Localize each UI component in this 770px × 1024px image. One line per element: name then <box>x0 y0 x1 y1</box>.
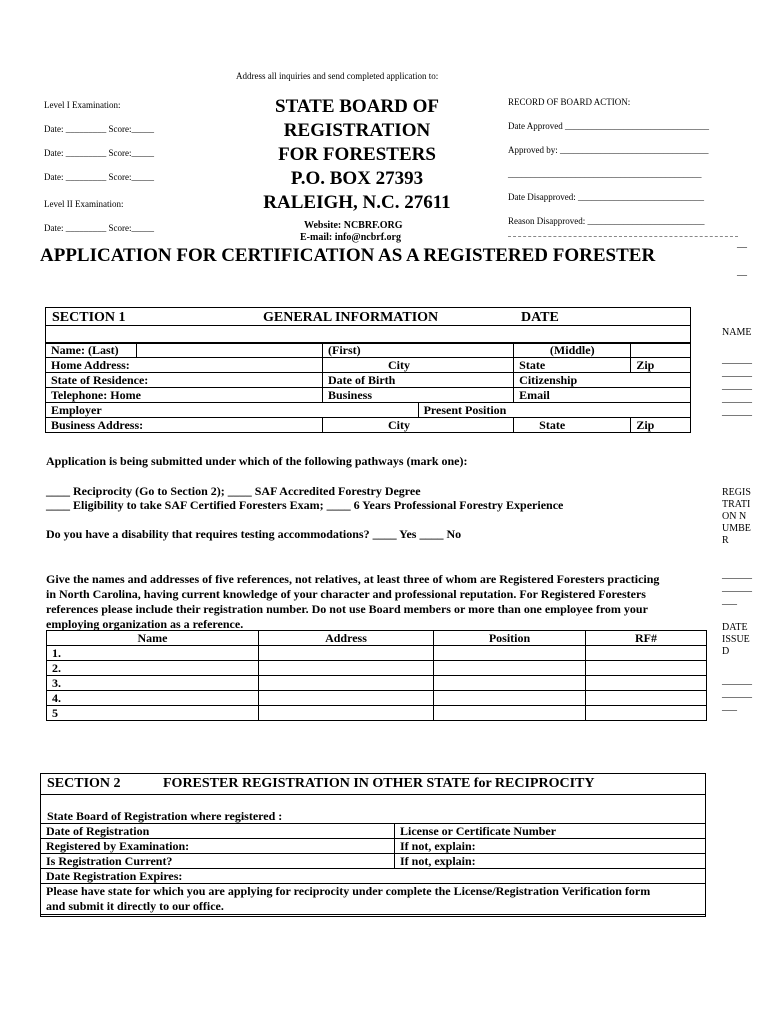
reciprocity-note-line-1: Please have state for which you are applying for reciprocity under complete the License/Registration Verification form <box>46 884 651 898</box>
reference-name-1[interactable]: 1. <box>47 646 259 661</box>
reciprocity-note-line-2: and submit it directly to our office. <box>46 899 224 913</box>
home-city-cell[interactable] <box>323 358 514 373</box>
citizenship-label: Citizenship <box>519 373 578 387</box>
business-phone-cell[interactable] <box>323 388 514 403</box>
references-table <box>46 630 707 721</box>
reference-rf[interactable] <box>586 691 707 706</box>
date-disapproved: Date Disapproved: ____________________________ <box>508 192 704 202</box>
level2-date-score: Date: _________ Score:_____ <box>44 223 154 233</box>
references-instruction-line: Give the names and addresses of five references, not relatives, at least three of whom are Registered Foresters practicing <box>46 572 660 586</box>
name-middle-cell[interactable] <box>514 343 631 358</box>
employer-label: Employer <box>46 403 419 418</box>
disability-question[interactable]: Do you have a disability that requires testing accommodations? ____ Yes ____ No <box>46 527 462 541</box>
reference-name-5[interactable]: 5 <box>47 706 259 721</box>
reference-position[interactable] <box>434 676 586 691</box>
table-row <box>47 691 707 706</box>
name-first-cell[interactable] <box>323 343 514 358</box>
state-residence-label: State of Residence: <box>46 373 323 388</box>
date-registration-label: Date of Registration <box>46 824 150 838</box>
table-row <box>46 418 691 433</box>
registered-by-exam-label: Registered by Examination: <box>46 839 190 853</box>
table-row <box>47 661 707 676</box>
if-not-explain-2-cell[interactable] <box>395 854 706 869</box>
col-address: Address <box>259 631 434 646</box>
date-approved: Date Approved ________________________________ <box>508 121 709 131</box>
reciprocity-note <box>41 884 706 915</box>
license-number-label: License or Certificate Number <box>400 824 557 838</box>
level1-label: Level I Examination: <box>44 100 121 110</box>
table-row <box>47 676 707 691</box>
reference-name-4[interactable]: 4. <box>47 691 259 706</box>
reference-address[interactable] <box>259 646 434 661</box>
home-state-label: State <box>519 358 546 372</box>
registration-current-label: Is Registration Current? <box>46 854 173 868</box>
business-state-label: State <box>539 418 566 432</box>
telephone-home-label: Telephone: Home <box>46 388 323 403</box>
name-last-label: Name: (Last) <box>46 343 137 358</box>
registration-current-cell[interactable] <box>41 854 395 869</box>
section1-date: DATE <box>521 310 559 325</box>
dob-label: Date of Birth <box>328 373 396 387</box>
home-zip-label: Zip <box>636 358 655 372</box>
citizenship-cell[interactable] <box>514 373 691 388</box>
reference-address[interactable] <box>259 706 434 721</box>
col-name: Name <box>47 631 259 646</box>
record-blank-line: ___________________________________________ <box>508 169 702 179</box>
table-row <box>41 854 706 869</box>
rail-date-issued-lines: _______________ <box>722 675 752 712</box>
references-instructions <box>46 572 659 632</box>
level1-date-score-2: Date: _________ Score:_____ <box>44 148 154 158</box>
email-cell[interactable] <box>514 388 691 403</box>
level1-date-score-3: Date: _________ Score:_____ <box>44 172 154 182</box>
reference-name-3[interactable]: 3. <box>47 676 259 691</box>
name-extra-cell[interactable] <box>631 343 691 358</box>
dob-cell[interactable] <box>323 373 514 388</box>
reference-rf[interactable] <box>586 706 707 721</box>
reference-rf[interactable] <box>586 676 707 691</box>
rail-date-issued-label: DATE ISSUED <box>722 622 750 657</box>
rail-registration-lines: _______________ <box>722 569 752 606</box>
section2-heading: SECTION 2 <box>47 776 121 791</box>
pathways-question: Application is being submitted under which of the following pathways (mark one): <box>46 454 468 468</box>
present-position-label: Present Position <box>423 403 507 417</box>
name-middle-label: (Middle) <box>549 343 595 357</box>
home-address-label: Home Address: <box>46 358 323 373</box>
reference-position[interactable] <box>434 691 586 706</box>
address-instruction: Address all inquiries and send completed application to: <box>236 71 439 81</box>
general-info-table <box>45 342 691 433</box>
board-where-registered: State Board of Registration where registered : <box>47 809 283 823</box>
reference-position[interactable] <box>434 646 586 661</box>
business-state-cell[interactable] <box>514 418 631 433</box>
table-header-row <box>47 631 707 646</box>
record-title: RECORD OF BOARD ACTION: <box>508 97 631 107</box>
present-position-cell[interactable] <box>418 403 690 418</box>
reference-rf[interactable] <box>586 646 707 661</box>
table-row <box>41 824 706 839</box>
section2-title: FORESTER REGISTRATION IN OTHER STATE for RECIPROCITY <box>163 776 595 791</box>
reference-rf[interactable] <box>586 661 707 676</box>
table-row <box>46 388 691 403</box>
reference-name-2[interactable]: 2. <box>47 661 259 676</box>
registration-expires-label: Date Registration Expires: <box>46 869 183 883</box>
table-row <box>47 706 707 721</box>
reference-address[interactable] <box>259 676 434 691</box>
if-not-explain-1-cell[interactable] <box>395 839 706 854</box>
business-city-label: City <box>388 418 410 432</box>
board-address-block <box>247 95 467 215</box>
name-first-label: (First) <box>328 343 361 357</box>
email-label: Email <box>519 388 550 402</box>
rail-name-label: NAME <box>722 327 752 338</box>
business-phone-label: Business <box>328 388 373 402</box>
if-not-explain-1-label: If not, explain: <box>400 839 476 853</box>
board-line-4: P.O. BOX 27393 <box>290 168 424 189</box>
section1-general: GENERAL INFORMATION <box>263 310 439 325</box>
rail-name-lines: ______________________________ <box>722 354 752 417</box>
home-zip-cell[interactable] <box>631 358 691 373</box>
pathways-option-line-1[interactable]: ____ Reciprocity (Go to Section 2); ____ SAF Accredited Forestry Degree <box>46 484 421 498</box>
reciprocity-table <box>40 823 706 915</box>
name-last-input[interactable] <box>137 343 323 358</box>
section2-divider <box>40 794 705 795</box>
record-divider <box>508 236 738 237</box>
rail-dash-2: __ <box>737 266 747 277</box>
home-city-label: City <box>388 358 410 372</box>
table-row <box>46 403 691 418</box>
table-row <box>46 343 691 358</box>
reason-disapproved: Reason Disapproved: __________________________ <box>508 216 705 226</box>
reference-position[interactable] <box>434 706 586 721</box>
reference-position[interactable] <box>434 661 586 676</box>
table-row <box>41 839 706 854</box>
board-line-1: STATE BOARD OF <box>275 96 439 117</box>
reference-address[interactable] <box>259 691 434 706</box>
business-city-cell[interactable] <box>323 418 514 433</box>
level1-date-score-1: Date: _________ Score:_____ <box>44 124 154 134</box>
table-row <box>47 646 707 661</box>
approved-by: Approved by: _________________________________ <box>508 145 709 155</box>
pathways-option-line-2[interactable]: ____ Eligibility to take SAF Certified Foresters Exam; ____ 6 Years Professional Forestry Experience <box>46 498 564 512</box>
if-not-explain-2-label: If not, explain: <box>400 854 476 868</box>
references-instruction-line: references please include their registration number. Do not use Board members or more than one employee from your <box>46 602 648 616</box>
section1-heading: SECTION 1 <box>52 310 126 325</box>
page-title: APPLICATION FOR CERTIFICATION AS A REGISTERED FORESTER <box>40 245 656 266</box>
business-zip-cell[interactable] <box>631 418 691 433</box>
home-state-cell[interactable] <box>514 358 631 373</box>
table-row <box>46 373 691 388</box>
date-registration-cell[interactable] <box>41 824 395 839</box>
registration-expires-cell[interactable] <box>41 869 706 884</box>
references-instruction-line: employing organization as a reference. <box>46 617 244 631</box>
col-rf: RF# <box>586 631 707 646</box>
license-number-cell[interactable] <box>395 824 706 839</box>
table-row <box>41 884 706 915</box>
references-instruction-line: in North Carolina, having current knowledge of your character and professional reputation. For Registered Foresters <box>46 587 646 601</box>
business-zip-label: Zip <box>636 418 655 432</box>
website: Website: NCBRF.ORG <box>304 220 403 231</box>
board-line-3: FOR FORESTERS <box>278 144 436 165</box>
table-row <box>41 869 706 884</box>
email-partial: E-mail: info@ncbrf.org <box>300 232 401 243</box>
board-line-5: RALEIGH, N.C. 27611 <box>263 192 451 213</box>
registered-by-exam-cell[interactable] <box>41 839 395 854</box>
rail-dash-1: __ <box>737 238 747 249</box>
rail-registration-number-label: REGISTRATION NUMBER <box>722 487 751 546</box>
reference-address[interactable] <box>259 661 434 676</box>
level2-label: Level II Examination: <box>44 199 124 209</box>
table-row <box>46 358 691 373</box>
board-line-2: REGISTRATION <box>283 120 431 141</box>
business-address-label: Business Address: <box>46 418 323 433</box>
col-position: Position <box>434 631 586 646</box>
